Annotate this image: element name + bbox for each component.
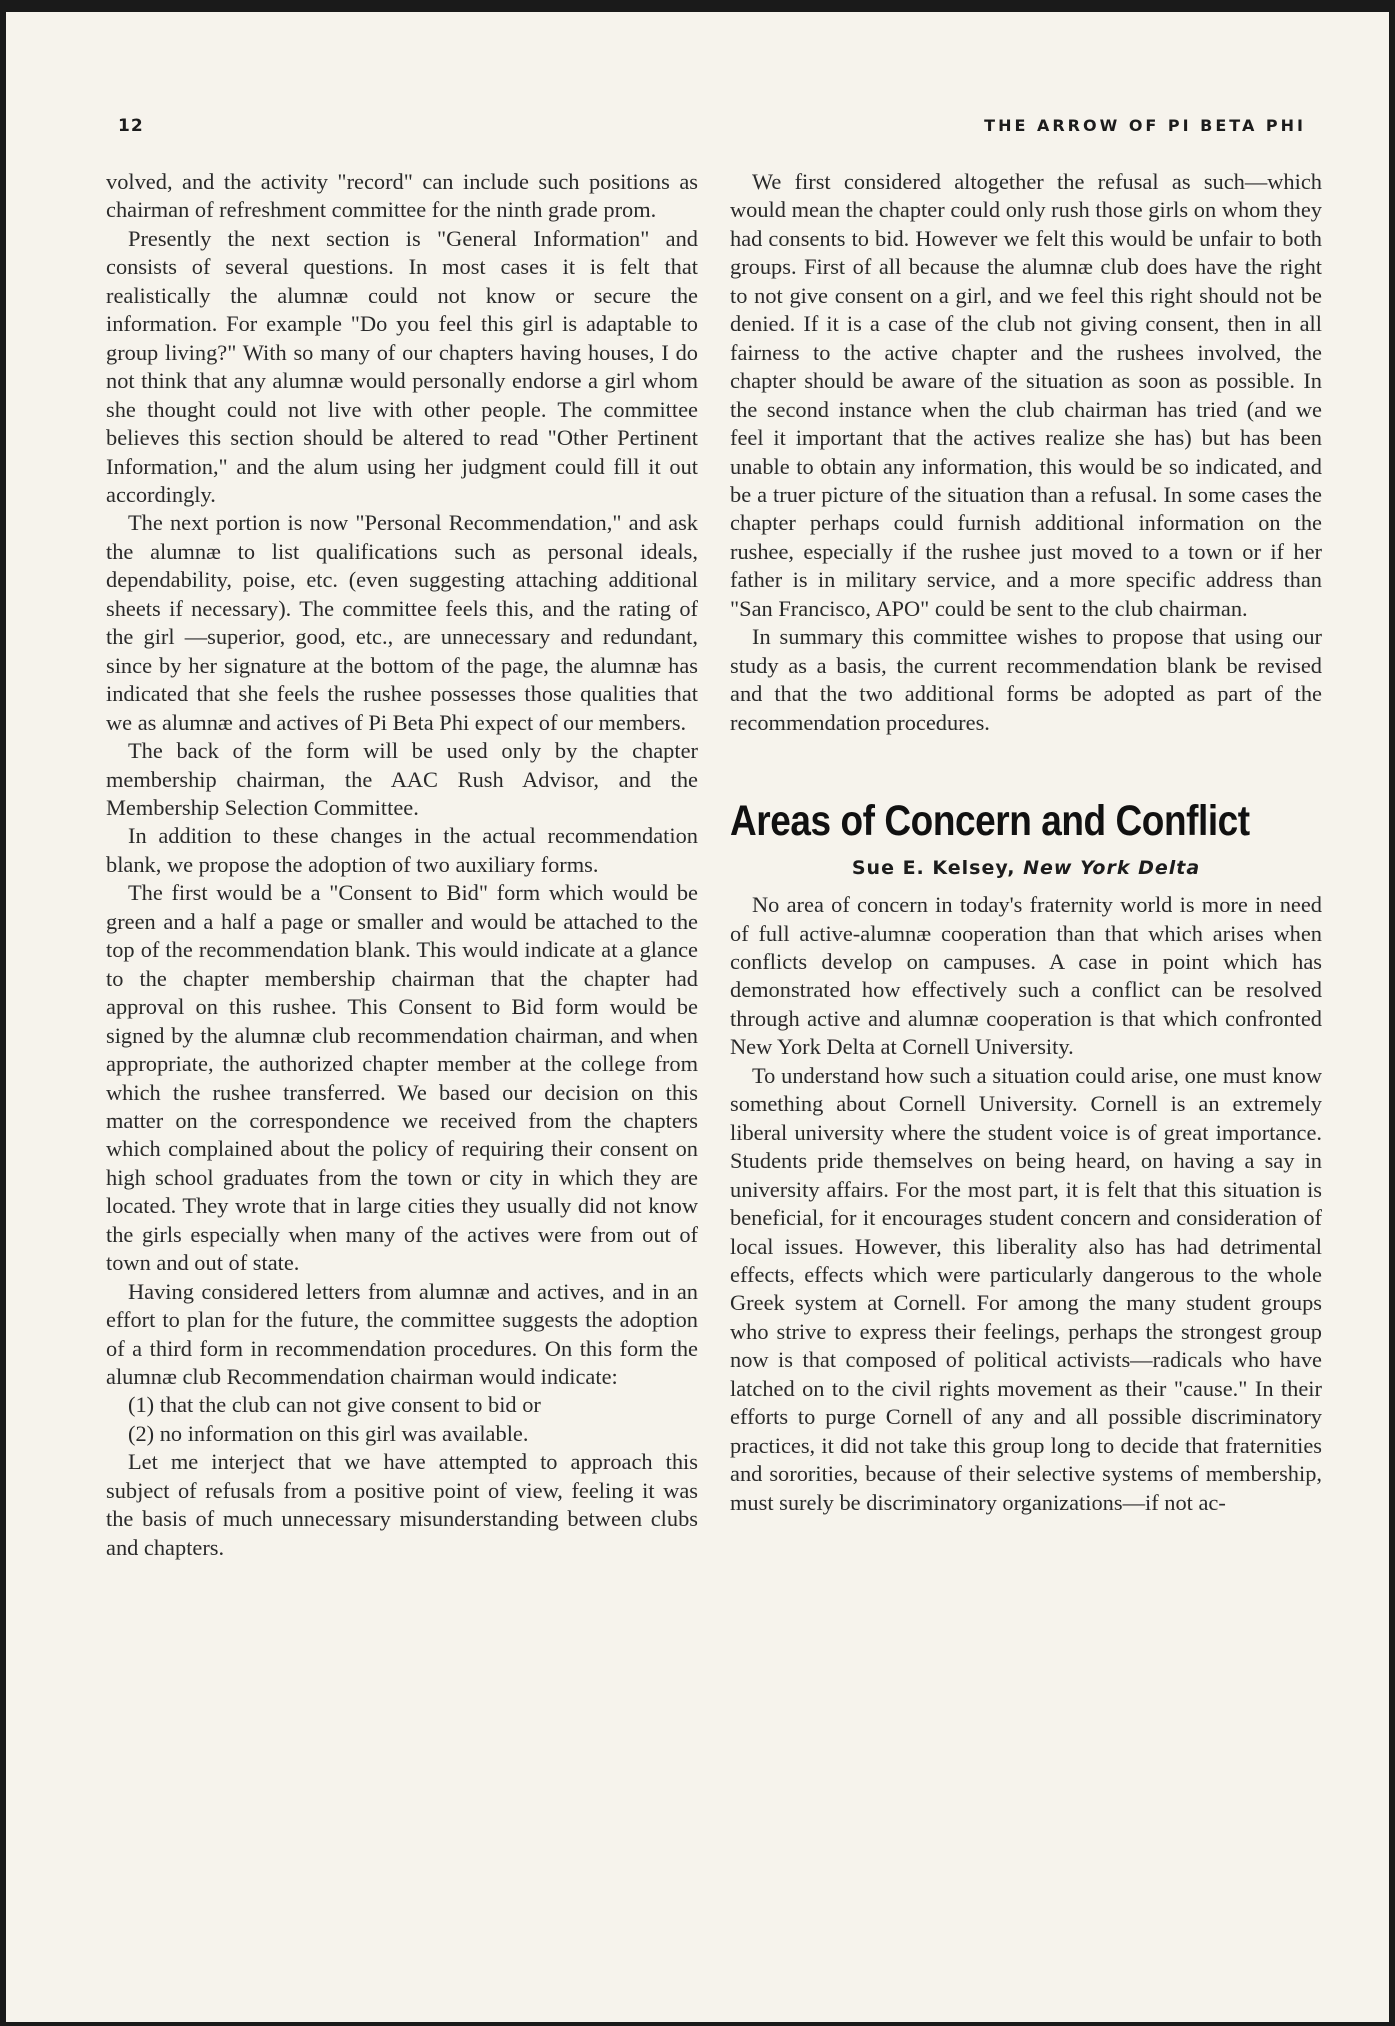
paragraph: The back of the form will be used only by the chapter membership chairman, the AAC Rush Advisor, and the Membership Selection Committee.: [106, 738, 698, 820]
paragraph: The next portion is now "Personal Recommendation," and ask the alumnæ to list qualifications such as personal ideals, dependability, poise, etc. (even suggesting attaching additional sheets if necessary). The committee feels this, and the rating of the girl —superior, good, etc., are unnecessary and redundant, since by her signature at the bottom of the page, the alumnæ has indicated that she feels the rushee possesses those qualities that we as alumnæ and actives of Pi Beta Phi expect of our members.: [106, 510, 698, 735]
paragraph: In summary this committee wishes to propose that using our study as a basis, the current recommendation blank be revised and that the two additional forms be adopted as part of the recommendation procedures.: [730, 624, 1322, 735]
list-item: (1) that the club can not give consent to bid or: [128, 1392, 541, 1418]
article-title: Areas of Concern and Conflict: [730, 797, 1250, 846]
section-gap: [730, 737, 1322, 795]
magazine-page: [6, 12, 1389, 2022]
paragraph: Having considered letters from alumnæ and actives, and in an effort to plan for the future, the committee suggests the adoption of a third form in recommendation procedures. On this form the alumnæ club Recommendation chairman would indicate:: [106, 1278, 698, 1390]
left-column: [106, 168, 698, 1562]
paragraph: To understand how such a situation could arise, one must know something about Cornell University. Cornell is an extremely liberal university where the student voice is of great importance. Students pride themselves on being heard, on having a say in university affairs. For the most part, it is felt that this situation is beneficial, for it encourages student concern and consideration of local issues. However, this liberality also has had detrimental effects, effects which were particularly dangerous to the whole Greek system at Cornell. For among the many student groups who strive to express their feelings, perhaps the strongest group now is that composed of political activists—radicals who have latched on to the civil rights movement as their "cause." In their efforts to purge Cornell of any and all possible discriminatory practices, it did not take this group long to decide that fraternities and sororities, because of their selective systems of membership, must surely be discriminatory organizations—if not ac-: [730, 1062, 1322, 1515]
right-column: [730, 168, 1322, 1517]
paragraph: In addition to these changes in the actual recommendation blank, we propose the adoption of two auxiliary forms.: [106, 823, 698, 877]
paragraph: The first would be a "Consent to Bid" form which would be green and a half a page or smaller and would be attached to the top of the recommendation blank. This would indicate at a glance to the chapter membership chairman that the chapter had approval on this rushee. This Consent to Bid form would be signed by the alumnæ club recommendation chairman, and when appropriate, the authorized chapter member at the college from which the rushee transferred. We based our decision on this matter on the correspondence we received from the chapters which complained about the policy of requiring their consent on high school graduates from the town or city in which they are located. They wrote that in large cities they usually did not know the girls especially when many of the actives were from out of town and out of state.: [106, 880, 698, 1276]
paragraph: No area of concern in today's fraternity world is more in need of full active-alumnæ cooperation than that which arises when conflicts develop on campuses. A case in point which has demonstrated how effectively such a conflict can be resolved through active and alumnæ cooperation is that which confronted New York Delta at Cornell University.: [730, 892, 1322, 1060]
paragraph: We first considered altogether the refusal as such—which would mean the chapter could only rush those girls on whom they had consents to bid. However we felt this would be unfair to both groups. First of all because the alumnæ club does have the right to not give consent on a girl, and we feel this right should not be denied. If it is a case of the club not giving consent, then in all fairness to the active chapter and the rushees involved, the chapter should be aware of the situation as soon as possible. In the second instance when the club chairman has tried (and we feel it important that the actives realize she has) but has been unable to obtain any information, this would be so indicated, and be a truer picture of the situation than a refusal. In some cases the chapter perhaps could furnish additional information on the rushee, especially if the rushee just moved to a town or if her father is in military service, and a more specific address than "San Francisco, APO" could be sent to the club chairman.: [730, 169, 1322, 621]
page-number: 12: [118, 116, 144, 136]
paragraph: Presently the next section is "General Information" and consists of several questions. In most cases it is felt that realistically the alumnæ could not know or secure the information. For example "Do you feel this girl is adaptable to group living?" With so many of our chapters having houses, I do not think that any alumnæ would personally endorse a girl whom she thought could not live with other people. The committee believes this section should be altered to read "Other Pertinent Information," and the alum using her judgment could fill it out accordingly.: [106, 225, 698, 507]
paragraph: Let me interject that we have attempted to approach this subject of refusals from a positive point of view, feeling it was the basis of much unnecessary misunderstanding between clubs and chapters.: [106, 1449, 698, 1560]
byline-chapter: New York Delta: [1023, 857, 1201, 880]
byline-author: Sue E. Kelsey,: [851, 857, 1016, 880]
list-item: (2) no information on this girl was available.: [128, 1420, 529, 1446]
running-header: THE ARROW OF PI BETA PHI: [984, 116, 1306, 135]
paragraph: volved, and the activity "record" can include such positions as chairman of refreshment committee for the ninth grade prom.: [106, 169, 698, 223]
byline: [730, 855, 1322, 881]
